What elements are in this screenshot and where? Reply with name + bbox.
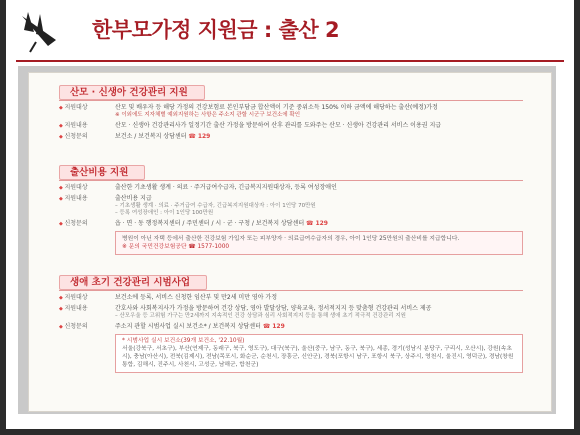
phone-icon: ☎ [262, 323, 271, 330]
info-row [59, 305, 523, 320]
row-value: 읍 · 면 · 동 행정복지센터 / 주민센터 / 시 · 군 · 구청 / 보건복지 상담센터 [115, 220, 305, 227]
row-value: 보건소에 등록, 서비스 신청한 임산부 및 만2세 미만 영아 가정 [115, 294, 277, 301]
info-row [59, 195, 523, 217]
row-note: ※ 이외에도 지자체별 예외지원하는 사항은 주소지 관할 시군구 보건소에 확인 [115, 112, 301, 118]
row-value: 출산한 기초생활 생계 · 의료 · 주거급여수급자, 긴급복지지원대상자, 등록 여성장애인 [115, 184, 337, 191]
row-note: – 기초생활 생계 · 의료 · 주거급여 수급자, 긴급복지지원대상자 : 아이 1인당 70만원 [115, 203, 316, 209]
row-note: – 등록 여성장애인 : 아이 1인당 100만원 [115, 210, 214, 216]
row-label: ◆ 지원대상 [59, 104, 115, 119]
row-label: ◆ 지원내용 [59, 195, 115, 217]
phone-number: 129 [197, 133, 211, 140]
phone-icon: ☎ [188, 244, 196, 250]
info-row [59, 323, 523, 331]
section-birth-cost [59, 165, 523, 255]
row-value: 산모 및 배우자 등 해당 가정의 건강보험료 본인부담금 합산액이 기준 중위소득 150% 이하 금액에 해당하는 출산(예정)가정 [115, 104, 438, 111]
row-label: ◆ 신청문의 [59, 220, 115, 228]
box-heading: * 시범사업 실시 보건소(39개 보건소, '22.10월) [122, 338, 245, 344]
info-row [59, 104, 523, 119]
box-contact: ※ 문의 국민건강보험공단 [122, 244, 187, 250]
row-value: 간호사와 사회복지사가 가정을 방문하여 건강 상담, 영아 발달상담, 양육교육, 정서적지지 등 맞춤형 건강관리 서비스 제공 [115, 305, 432, 312]
row-value: 주소지 관할 시범사업 실시 보건소* / 보건복지 상담센터 [115, 323, 261, 330]
frame-left [0, 0, 6, 435]
title-underline [16, 60, 564, 62]
row-label: ◆ 지원내용 [59, 122, 115, 130]
phone-icon: ☎ [306, 220, 314, 227]
section-title: 출산비용 지원 [59, 165, 145, 180]
row-label: ◆ 신청문의 [59, 323, 115, 331]
phone-number: 129 [315, 220, 328, 227]
frame-bottom [0, 429, 580, 435]
row-note: – 산모우울 등 고위험 가구는 만2세까지 지속적인 건강 상담과 심리 사회적지지 등을 통해 생애 초기 적극적 건강관리 지원 [115, 313, 406, 319]
row-value: 산모 · 신생아 건강관리사가 일정기간 출산 가정을 방문하여 산후 관리를 도와주는 산모 · 신생아 건강관리 서비스 이용권 지급 [115, 122, 442, 129]
row-label: ◆ 지원대상 [59, 294, 115, 302]
box-text: 병원이 아닌 자택 등에서 출산한 건강보험 가입자 또는 피부양자 · 의료급여수급자의 경우, 아이 1인당 25만원의 출산비를 지급합니다. [122, 236, 460, 242]
phone-number: 129 [272, 323, 285, 330]
page-title: 한부모가정 지원금 : 출산 2 [92, 18, 340, 42]
sparkle-deco-icon [18, 10, 60, 58]
info-row [59, 122, 523, 130]
info-row [59, 133, 523, 141]
info-box [115, 334, 523, 373]
section-title: 생애 초기 건강관리 시범사업 [59, 275, 207, 290]
frame-right [574, 0, 580, 435]
document-image [28, 72, 552, 412]
section-postnatal-care [59, 85, 523, 141]
row-label: ◆ 지원대상 [59, 184, 115, 192]
row-value: 출산비용 지급 [115, 195, 152, 202]
row-value: 보건소 / 보건복지 상담센터 [115, 133, 187, 140]
info-row [59, 184, 523, 192]
phone-number: 1577-1000 [197, 244, 230, 250]
info-row [59, 220, 523, 228]
box-text: 서울(강북구, 서초구), 부산(연제구, 동래구, 북구, 영도구), 대구(북구), 울산(중구, 남구, 동구, 북구), 세종, 경기(성남시 분당구, 구리시, 오산시), 강원(속초시), 충남(아산시), 전북(김제시), 전남(목포시, 화순군, 순천시, 장흥군, 신안군), 경북(포항시 남구, 포항시 북구, 상주시, 영천시, 울진시, 영덕군), 경남(창원통합, 김해시, 진주시, 사천시, 고성군, 남해군, 합천군) [122, 346, 514, 368]
info-row [59, 294, 523, 302]
info-box [115, 231, 523, 255]
phone-icon: ☎ [188, 133, 196, 140]
row-label: ◆ 지원내용 [59, 305, 115, 320]
row-label: ◆ 신청문의 [59, 133, 115, 141]
section-title: 산모 · 신생아 건강관리 지원 [59, 85, 205, 100]
section-early-life-health [59, 275, 523, 373]
